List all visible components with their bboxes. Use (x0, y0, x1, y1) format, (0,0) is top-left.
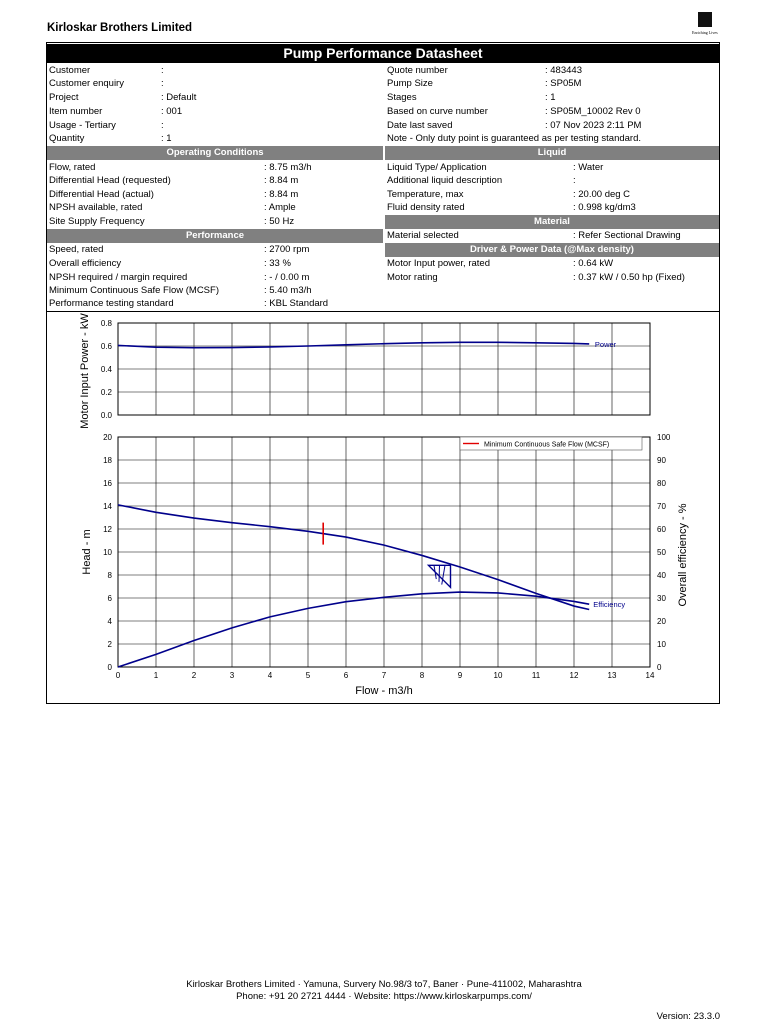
section-performance: Performance (47, 229, 383, 243)
section-driver-power: Driver & Power Data (@Max density) (385, 243, 719, 257)
info-label: Quantity (49, 133, 85, 144)
x-tick-label: 14 (645, 671, 655, 680)
head-curve (118, 505, 589, 610)
field-value: : 2700 rpm (264, 244, 310, 255)
field-value: : Refer Sectional Drawing (573, 230, 681, 241)
x-tick-label: 4 (267, 671, 273, 680)
info-value: : (161, 120, 164, 131)
field-value: : Ample (264, 202, 296, 213)
x-axis-label: Flow - m3/h (355, 685, 413, 697)
field-label: Overall efficiency (49, 258, 122, 269)
y-tick-label: 0 (107, 663, 112, 672)
field-value: : 0.37 kW / 0.50 hp (Fixed) (573, 272, 685, 283)
x-tick-label: 7 (381, 671, 387, 680)
y2-tick-label: 30 (657, 594, 666, 603)
y2-tick-label: 50 (657, 548, 666, 557)
field-value: : KBL Standard (264, 298, 329, 309)
y-tick-label: 0.0 (100, 411, 112, 420)
x-tick-label: 0 (115, 671, 121, 680)
info-label: Quote number (387, 65, 448, 76)
info-label: Customer enquiry (49, 78, 124, 89)
field-label: Material selected (387, 230, 459, 241)
info-label: Item number (49, 106, 103, 117)
field-label: Additional liquid description (387, 175, 503, 186)
y-tick-label: 0.4 (100, 365, 112, 374)
y-tick-label: 4 (107, 617, 112, 626)
info-value: : 1 (545, 92, 556, 103)
x-tick-label: 2 (191, 671, 197, 680)
head-efficiency-chart (81, 433, 689, 697)
y2-tick-label: 10 (657, 640, 666, 649)
field-label: Flow, rated (49, 162, 96, 173)
y2-axis-label: Overall efficiency - % (677, 503, 689, 607)
field-label: Differential Head (actual) (49, 189, 154, 200)
power-curve (118, 342, 589, 347)
y-tick-label: 6 (107, 594, 112, 603)
info-value: : Default (161, 92, 197, 103)
y-tick-label: 0.8 (100, 319, 112, 328)
info-value: : (161, 78, 164, 89)
field-value: : (573, 175, 576, 186)
x-tick-label: 10 (493, 671, 503, 680)
info-value: : SP05M (545, 78, 582, 89)
field-label: Minimum Continuous Safe Flow (MCSF) (49, 285, 219, 296)
x-tick-label: 5 (305, 671, 311, 680)
section-material: Material (385, 215, 719, 229)
info-value: : 07 Nov 2023 2:11 PM (545, 120, 642, 131)
y2-tick-label: 90 (657, 456, 666, 465)
testing-note: Note - Only duty point is guaranteed as per testing standard. (387, 133, 642, 144)
info-value: : 001 (161, 106, 183, 117)
x-tick-label: 8 (419, 671, 425, 680)
field-value: : 8.75 m3/h (264, 162, 312, 173)
info-label: Pump Size (387, 78, 433, 89)
y2-tick-label: 0 (657, 663, 662, 672)
y2-tick-label: 80 (657, 479, 666, 488)
field-label: Temperature, max (387, 189, 464, 200)
y-tick-label: 20 (103, 433, 112, 442)
field-label: Site Supply Frequency (49, 216, 145, 227)
x-tick-label: 9 (457, 671, 463, 680)
info-label: Project (49, 92, 79, 103)
y-tick-label: 8 (107, 571, 112, 580)
y-tick-label: 2 (107, 640, 112, 649)
y2-tick-label: 20 (657, 617, 666, 626)
y-tick-label: 0.2 (100, 388, 112, 397)
y-tick-label: 14 (103, 502, 112, 511)
x-tick-label: 6 (343, 671, 349, 680)
y-tick-label: 16 (103, 479, 112, 488)
info-label: Stages (387, 92, 417, 103)
field-value: : 0.998 kg/dm3 (573, 202, 636, 213)
datasheet-title: Pump Performance Datasheet (46, 44, 720, 63)
field-label: Performance testing standard (49, 298, 174, 309)
field-value: : 8.84 m (264, 175, 299, 186)
y2-tick-label: 70 (657, 502, 666, 511)
y-tick-label: 18 (103, 456, 112, 465)
field-value: : Water (573, 162, 604, 173)
duty-point-marker (429, 565, 451, 587)
y2-tick-label: 60 (657, 525, 666, 534)
power-curve-label: Power (594, 339, 617, 349)
y-axis-label: Head - m (81, 529, 93, 575)
duty-point-hatch (439, 565, 440, 582)
x-tick-label: 12 (569, 671, 579, 680)
field-value: : 50 Hz (264, 216, 295, 227)
field-value: : 8.84 m (264, 189, 299, 200)
x-tick-label: 1 (153, 671, 159, 680)
x-tick-label: 11 (531, 671, 541, 680)
field-value: : 20.00 deg C (573, 189, 631, 200)
footer-contact: Phone: +91 20 2721 4444 · Website: https://www.kirloskarpumps.com/ (236, 991, 532, 1002)
info-label: Usage - Tertiary (49, 120, 116, 131)
field-value: : 0.64 kW (573, 258, 614, 269)
field-label: Motor rating (387, 272, 438, 283)
info-label: Date last saved (387, 120, 453, 131)
x-tick-label: 13 (607, 671, 617, 680)
y-tick-label: 10 (103, 548, 112, 557)
x-tick-label: 3 (229, 671, 235, 680)
info-value: : 1 (161, 133, 172, 144)
power-chart (79, 313, 650, 429)
info-label: Based on curve number (387, 106, 488, 117)
legend-mcsf-label: Minimum Continuous Safe Flow (MCSF) (484, 441, 610, 449)
efficiency-curve (118, 592, 589, 667)
field-label: Speed, rated (49, 244, 104, 255)
field-label: NPSH required / margin required (49, 272, 188, 283)
y2-tick-label: 100 (657, 433, 671, 442)
y-tick-label: 12 (103, 525, 112, 534)
info-label: Customer (49, 65, 91, 76)
logo-tagline: Enriching Lives (692, 30, 718, 35)
field-value: : 33 % (264, 258, 291, 269)
y-axis-label: Motor Input Power - kW (79, 313, 91, 429)
section-operating-conditions: Operating Conditions (47, 146, 383, 160)
section-liquid: Liquid (385, 146, 719, 160)
efficiency-curve-label: Efficiency (593, 600, 626, 610)
field-value: : - / 0.00 m (264, 272, 310, 283)
field-label: Motor Input power, rated (387, 258, 490, 269)
info-value: : SP05M_10002 Rev 0 (545, 106, 641, 117)
field-label: Liquid Type/ Application (387, 162, 487, 173)
field-value: : 5.40 m3/h (264, 285, 312, 296)
field-label: NPSH available, rated (49, 202, 143, 213)
info-value: : 483443 (545, 65, 582, 76)
field-label: Differential Head (requested) (49, 175, 171, 186)
footer-address: Kirloskar Brothers Limited · Yamuna, Survery No.98/3 to7, Baner · Pune-411002, Maharashtra (186, 979, 582, 990)
company-name: Kirloskar Brothers Limited (47, 22, 193, 34)
y2-tick-label: 40 (657, 571, 666, 580)
field-label: Fluid density rated (387, 202, 465, 213)
y-tick-label: 0.6 (100, 342, 112, 351)
version-label: Version: 23.3.0 (656, 1011, 720, 1022)
info-value: : (161, 65, 164, 76)
